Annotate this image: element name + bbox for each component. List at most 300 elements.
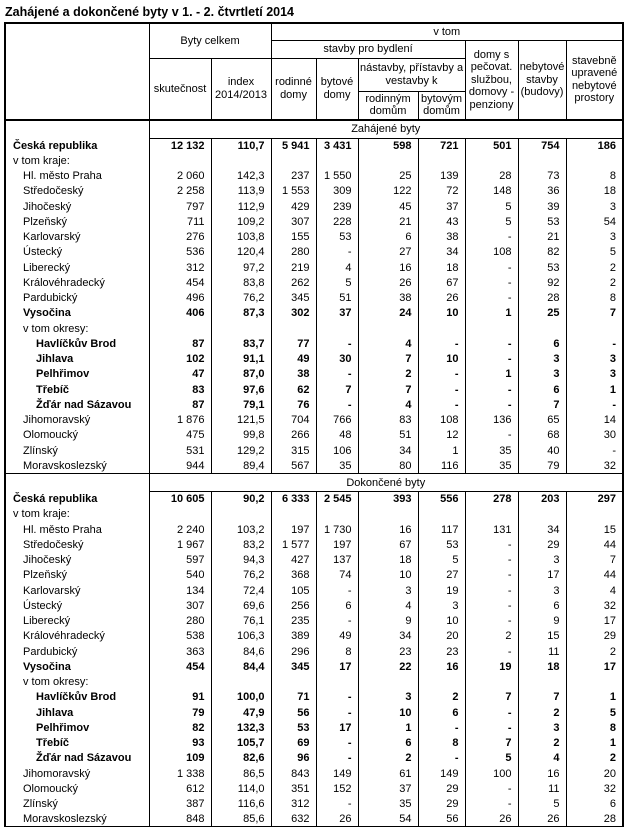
value-cell: 83,8 [211, 275, 271, 290]
value-cell: 19 [418, 583, 465, 598]
table-row [5, 797, 623, 812]
value-cell: 16 [418, 659, 465, 674]
value-cell: 26 [358, 275, 418, 290]
value-cell: 25 [518, 306, 566, 321]
value-cell: 8 [566, 720, 623, 735]
value-cell: 69,6 [211, 598, 271, 613]
value-cell: - [465, 705, 518, 720]
value-cell: 203 [518, 492, 566, 507]
value-cell: 108 [418, 413, 465, 428]
value-cell: 82,6 [211, 751, 271, 766]
value-cell: 72 [418, 184, 465, 199]
value-cell: 531 [149, 443, 211, 458]
value-cell: - [316, 690, 358, 705]
value-cell: - [465, 583, 518, 598]
value-cell: 6 [358, 736, 418, 751]
value-cell: 406 [149, 306, 211, 321]
table-row [5, 629, 623, 644]
table-row [5, 153, 623, 168]
value-cell: 136 [465, 413, 518, 428]
value-cell: 129,2 [211, 443, 271, 458]
value-cell: 3 [518, 352, 566, 367]
value-cell: 45 [358, 199, 418, 214]
region-label: Liberecký [5, 614, 149, 629]
value-cell: 32 [566, 781, 623, 796]
table-row [5, 644, 623, 659]
value-cell: 307 [271, 214, 316, 229]
section-banner-stub [5, 474, 149, 492]
value-cell: 280 [271, 245, 316, 260]
section-banner-label: Dokončené byty [149, 474, 623, 492]
value-cell: 237 [271, 169, 316, 184]
value-cell: 704 [271, 413, 316, 428]
value-cell: 2 [566, 644, 623, 659]
value-cell: 35 [316, 458, 358, 473]
table-row [5, 138, 623, 153]
table-header [5, 23, 623, 120]
value-cell: 83 [149, 382, 211, 397]
table-row [5, 781, 623, 796]
value-cell: 137 [316, 553, 358, 568]
value-cell: 228 [316, 214, 358, 229]
table-row [5, 291, 623, 306]
table-row [5, 367, 623, 382]
value-cell: 53 [518, 260, 566, 275]
value-cell: 82 [149, 720, 211, 735]
value-cell: 18 [518, 659, 566, 674]
value-cell: 1 550 [316, 169, 358, 184]
table-row [5, 413, 623, 428]
value-cell: 4 [316, 260, 358, 275]
value-cell: 278 [465, 492, 518, 507]
table-row [5, 245, 623, 260]
value-cell: - [316, 367, 358, 382]
region-label: Ústecký [5, 598, 149, 613]
value-cell [566, 321, 623, 336]
region-label: v tom kraje: [5, 507, 149, 522]
value-cell: 22 [358, 659, 418, 674]
value-cell: 67 [358, 537, 418, 552]
value-cell: 32 [566, 458, 623, 473]
value-cell: 8 [566, 291, 623, 306]
value-cell: 754 [518, 138, 566, 153]
value-cell: 843 [271, 766, 316, 781]
region-label: Pardubický [5, 291, 149, 306]
value-cell: 632 [271, 812, 316, 827]
table-row [5, 260, 623, 275]
value-cell: 5 [418, 553, 465, 568]
value-cell: 10 [418, 614, 465, 629]
table-row [5, 306, 623, 321]
value-cell: 120,4 [211, 245, 271, 260]
value-cell: 38 [358, 291, 418, 306]
value-cell: - [418, 751, 465, 766]
value-cell: 54 [566, 214, 623, 229]
value-cell: 67 [418, 275, 465, 290]
value-cell: 76 [271, 397, 316, 412]
table-row [5, 736, 623, 751]
value-cell: 74 [316, 568, 358, 583]
value-cell: 28 [518, 291, 566, 306]
value-cell [271, 507, 316, 522]
table-row [5, 583, 623, 598]
value-cell: 148 [465, 184, 518, 199]
value-cell: - [465, 614, 518, 629]
region-label: Havlíčkův Brod [5, 690, 149, 705]
value-cell: 37 [418, 199, 465, 214]
value-cell: 49 [271, 352, 316, 367]
table-row [5, 199, 623, 214]
value-cell [566, 675, 623, 690]
table-row [5, 352, 623, 367]
value-cell: 79 [149, 705, 211, 720]
region-label: Zlínský [5, 443, 149, 458]
value-cell: 92 [518, 275, 566, 290]
value-cell: 302 [271, 306, 316, 321]
value-cell [518, 321, 566, 336]
value-cell: 87 [149, 397, 211, 412]
value-cell: 97,2 [211, 260, 271, 275]
table-row [5, 230, 623, 245]
table-row [5, 492, 623, 507]
value-cell: 27 [418, 568, 465, 583]
value-cell: 186 [566, 138, 623, 153]
region-label: Karlovarský [5, 583, 149, 598]
region-label: Jihlava [5, 352, 149, 367]
table-row [5, 382, 623, 397]
table-row [5, 275, 623, 290]
value-cell: 266 [271, 428, 316, 443]
value-cell: 1 553 [271, 184, 316, 199]
value-cell: 6 333 [271, 492, 316, 507]
value-cell: 6 [358, 230, 418, 245]
region-label: Jihočeský [5, 553, 149, 568]
value-cell [316, 675, 358, 690]
region-label: Vysočina [5, 659, 149, 674]
value-cell: 53 [518, 214, 566, 229]
value-cell: - [465, 553, 518, 568]
value-cell: 197 [271, 522, 316, 537]
region-label: Vysočina [5, 306, 149, 321]
value-cell: 368 [271, 568, 316, 583]
value-cell: - [418, 367, 465, 382]
region-label: v tom kraje: [5, 153, 149, 168]
value-cell: 51 [358, 428, 418, 443]
value-cell: 197 [316, 537, 358, 552]
value-cell: 40 [518, 443, 566, 458]
value-cell: 12 [418, 428, 465, 443]
value-cell: 110,7 [211, 138, 271, 153]
header-nastavby-pristavby: nástavby, přístavby a vestavby k [358, 58, 465, 91]
header-byty-celkem: Byty celkem [149, 23, 271, 58]
table-row [5, 443, 623, 458]
value-cell: 427 [271, 553, 316, 568]
value-cell: 82 [518, 245, 566, 260]
value-cell: 2 240 [149, 522, 211, 537]
value-cell: 17 [316, 720, 358, 735]
value-cell: 2 [566, 275, 623, 290]
value-cell: 10 [358, 568, 418, 583]
value-cell: - [316, 797, 358, 812]
value-cell: - [316, 614, 358, 629]
value-cell: 16 [358, 522, 418, 537]
value-cell: 3 [518, 583, 566, 598]
value-cell: 155 [271, 230, 316, 245]
value-cell: 152 [316, 781, 358, 796]
value-cell: 132,3 [211, 720, 271, 735]
value-cell: 105,7 [211, 736, 271, 751]
value-cell [211, 507, 271, 522]
value-cell: 69 [271, 736, 316, 751]
value-cell: 47 [149, 367, 211, 382]
value-cell: 29 [418, 781, 465, 796]
value-cell: 1 967 [149, 537, 211, 552]
value-cell: 538 [149, 629, 211, 644]
value-cell: 297 [566, 492, 623, 507]
value-cell: 108 [465, 245, 518, 260]
value-cell: 345 [271, 291, 316, 306]
value-cell: - [465, 382, 518, 397]
value-cell: 5 [566, 245, 623, 260]
value-cell: 51 [316, 291, 358, 306]
value-cell: 25 [358, 169, 418, 184]
value-cell: 1 338 [149, 766, 211, 781]
value-cell [465, 507, 518, 522]
value-cell: 72,4 [211, 583, 271, 598]
value-cell: 35 [465, 458, 518, 473]
value-cell: 87,3 [211, 306, 271, 321]
value-cell: 20 [566, 766, 623, 781]
region-label: Havlíčkův Brod [5, 336, 149, 351]
section-banner-row [5, 474, 623, 492]
value-cell: 106,3 [211, 629, 271, 644]
value-cell [149, 321, 211, 336]
value-cell: 26 [316, 812, 358, 827]
value-cell: 122 [358, 184, 418, 199]
value-cell: 76,1 [211, 614, 271, 629]
value-cell: 30 [316, 352, 358, 367]
value-cell: 23 [358, 644, 418, 659]
value-cell: 103,2 [211, 522, 271, 537]
table-row [5, 751, 623, 766]
value-cell: 106 [316, 443, 358, 458]
value-cell: 27 [358, 245, 418, 260]
value-cell: 17 [316, 659, 358, 674]
value-cell: 351 [271, 781, 316, 796]
value-cell: 3 [566, 367, 623, 382]
value-cell: 21 [518, 230, 566, 245]
value-cell: 76,2 [211, 291, 271, 306]
value-cell: 21 [358, 214, 418, 229]
value-cell: 16 [358, 260, 418, 275]
value-cell: 2 [465, 629, 518, 644]
table-row [5, 184, 623, 199]
value-cell: 62 [271, 382, 316, 397]
value-cell: 96 [271, 751, 316, 766]
region-label: Třebíč [5, 382, 149, 397]
value-cell: 80 [358, 458, 418, 473]
value-cell: 121,5 [211, 413, 271, 428]
value-cell: 17 [566, 659, 623, 674]
value-cell: - [465, 568, 518, 583]
value-cell: - [465, 275, 518, 290]
value-cell [149, 675, 211, 690]
value-cell: 848 [149, 812, 211, 827]
value-cell: 3 [418, 598, 465, 613]
value-cell: - [465, 428, 518, 443]
value-cell: 567 [271, 458, 316, 473]
value-cell: 34 [518, 522, 566, 537]
value-cell: 29 [518, 537, 566, 552]
value-cell: 34 [358, 443, 418, 458]
value-cell: - [465, 720, 518, 735]
value-cell: 149 [418, 766, 465, 781]
value-cell: 312 [271, 797, 316, 812]
value-cell: 142,3 [211, 169, 271, 184]
value-cell [418, 153, 465, 168]
value-cell: 131 [465, 522, 518, 537]
value-cell: 11 [518, 644, 566, 659]
value-cell: 5 [566, 705, 623, 720]
value-cell [358, 321, 418, 336]
value-cell: 1 [418, 443, 465, 458]
value-cell: 26 [418, 291, 465, 306]
value-cell: - [566, 443, 623, 458]
header-skutecnost: skutečnost [149, 58, 211, 120]
region-label: Středočeský [5, 184, 149, 199]
value-cell: 1 [465, 367, 518, 382]
value-cell: 280 [149, 614, 211, 629]
region-label: Česká republika [5, 492, 149, 507]
value-cell: 1 [358, 720, 418, 735]
value-cell: 91,1 [211, 352, 271, 367]
value-cell: 1 730 [316, 522, 358, 537]
value-cell: 114,0 [211, 781, 271, 796]
region-label: Moravskoslezský [5, 812, 149, 827]
value-cell: - [418, 382, 465, 397]
value-cell: 19 [465, 659, 518, 674]
value-cell [465, 321, 518, 336]
value-cell: 28 [566, 812, 623, 827]
value-cell: 139 [418, 169, 465, 184]
value-cell: 8 [316, 644, 358, 659]
table-row [5, 720, 623, 735]
value-cell: 766 [316, 413, 358, 428]
header-rodinnym-domum: rodinným domům [358, 91, 418, 120]
value-cell [211, 153, 271, 168]
value-cell: 24 [358, 306, 418, 321]
value-cell: 536 [149, 245, 211, 260]
value-cell: 501 [465, 138, 518, 153]
value-cell: 26 [518, 812, 566, 827]
value-cell: - [465, 397, 518, 412]
value-cell [316, 321, 358, 336]
value-cell: - [316, 336, 358, 351]
region-label: Hl. město Praha [5, 522, 149, 537]
region-label: Olomoucký [5, 781, 149, 796]
value-cell: 44 [566, 537, 623, 552]
section-banner-stub [5, 120, 149, 138]
value-cell [418, 321, 465, 336]
value-cell: 103,8 [211, 230, 271, 245]
value-cell: 44 [566, 568, 623, 583]
header-stavby-pro-bydleni: stavby pro bydlení [271, 40, 465, 58]
header-index: index 2014/2013 [211, 58, 271, 120]
value-cell: - [465, 230, 518, 245]
value-cell [149, 153, 211, 168]
value-cell: 711 [149, 214, 211, 229]
value-cell [518, 507, 566, 522]
value-cell: 15 [518, 629, 566, 644]
value-cell: 312 [149, 260, 211, 275]
value-cell: - [566, 336, 623, 351]
value-cell: 53 [418, 537, 465, 552]
value-cell: 2 258 [149, 184, 211, 199]
value-cell: 540 [149, 568, 211, 583]
value-cell: - [418, 336, 465, 351]
table-row [5, 169, 623, 184]
header-stub [5, 23, 149, 120]
region-label: Jihomoravský [5, 766, 149, 781]
value-cell: 93 [149, 736, 211, 751]
header-domy-s-pecovatelskou: domy s pečovat. službou, domovy - penziony [465, 40, 518, 120]
value-cell: 38 [418, 230, 465, 245]
value-cell [465, 153, 518, 168]
value-cell: 87 [149, 336, 211, 351]
value-cell: 100,0 [211, 690, 271, 705]
region-label: Plzeňský [5, 568, 149, 583]
region-label: Moravskoslezský [5, 458, 149, 473]
table-row [5, 428, 623, 443]
value-cell: 85,6 [211, 812, 271, 827]
value-cell: 8 [566, 169, 623, 184]
value-cell: 5 [465, 199, 518, 214]
value-cell: 79,1 [211, 397, 271, 412]
value-cell: - [465, 260, 518, 275]
value-cell [358, 153, 418, 168]
value-cell: 1 [566, 736, 623, 751]
value-cell: 28 [465, 169, 518, 184]
value-cell: 18 [358, 553, 418, 568]
value-cell: 7 [518, 690, 566, 705]
value-cell: 134 [149, 583, 211, 598]
value-cell: 12 132 [149, 138, 211, 153]
value-cell: 3 [566, 199, 623, 214]
value-cell: 276 [149, 230, 211, 245]
region-label: Žďár nad Sázavou [5, 751, 149, 766]
value-cell: 56 [418, 812, 465, 827]
value-cell: 83,2 [211, 537, 271, 552]
housing-table [4, 22, 624, 827]
value-cell: - [316, 583, 358, 598]
value-cell: 556 [418, 492, 465, 507]
value-cell: - [465, 291, 518, 306]
value-cell: 10 [418, 306, 465, 321]
value-cell: 38 [271, 367, 316, 382]
value-cell: 29 [418, 797, 465, 812]
value-cell: 17 [566, 614, 623, 629]
region-label: Zlínský [5, 797, 149, 812]
header-bytove-domy: bytové domy [316, 58, 358, 120]
value-cell: 239 [316, 199, 358, 214]
value-cell: 3 [358, 690, 418, 705]
region-label: Karlovarský [5, 230, 149, 245]
value-cell: 9 [518, 614, 566, 629]
value-cell [418, 507, 465, 522]
value-cell: 43 [418, 214, 465, 229]
value-cell: 37 [316, 306, 358, 321]
value-cell: - [316, 736, 358, 751]
